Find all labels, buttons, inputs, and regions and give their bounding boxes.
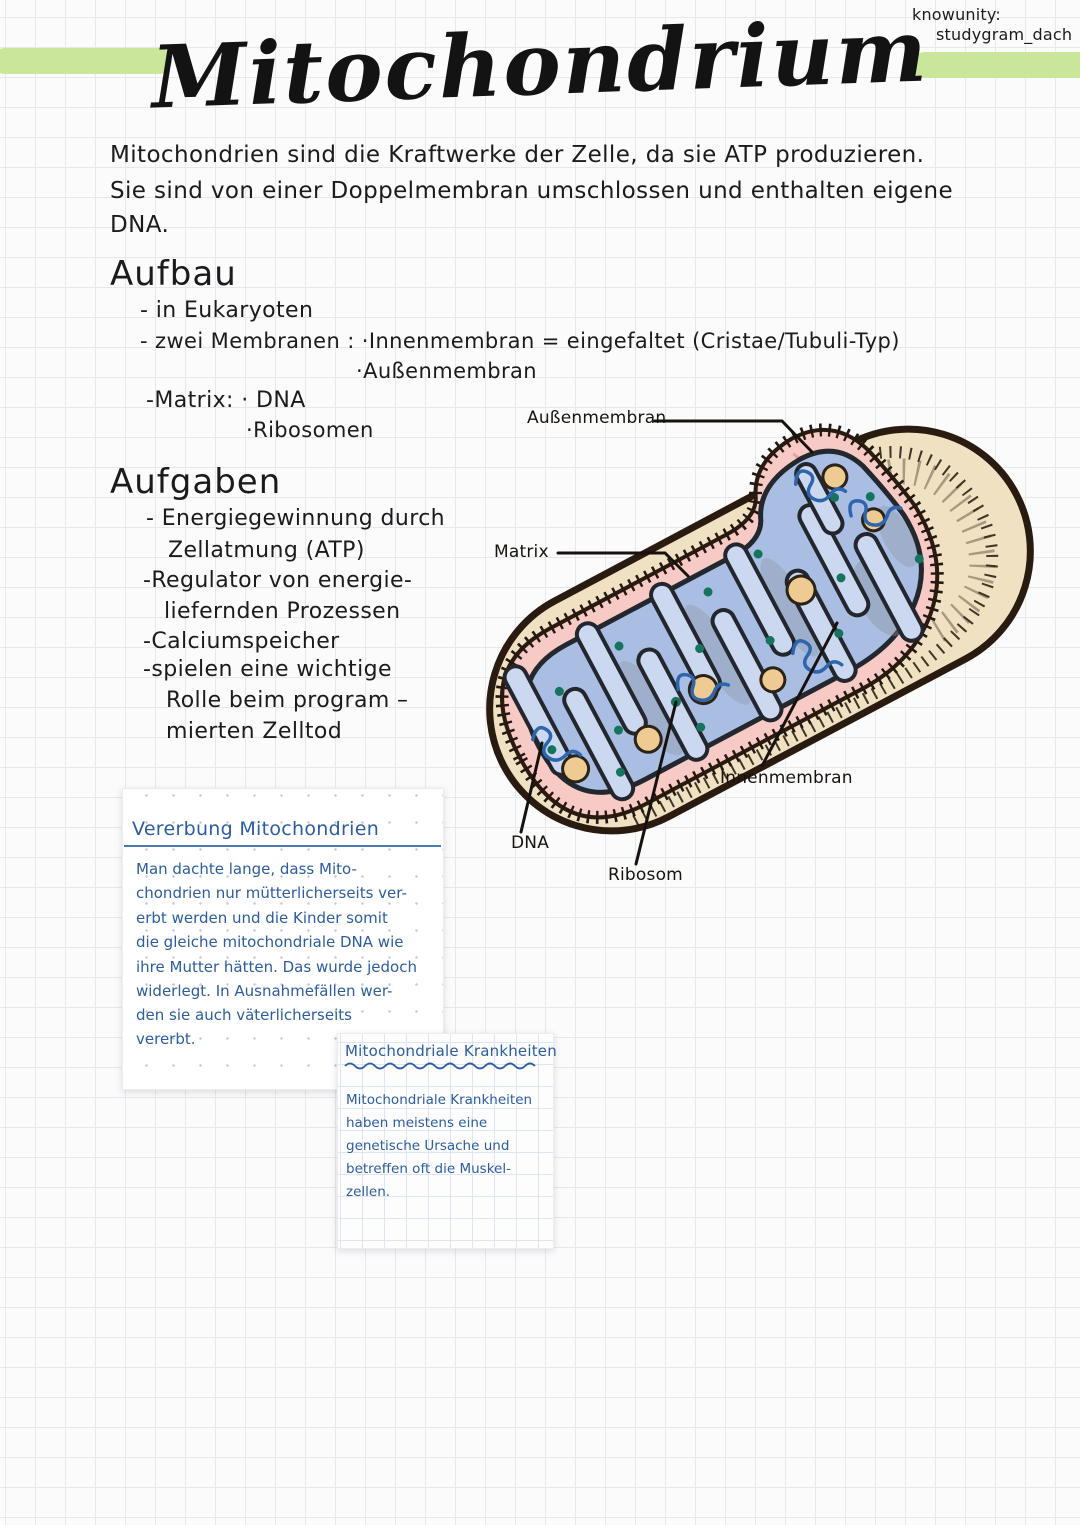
vererbung-title: Vererbung Mitochondrien	[132, 818, 380, 840]
aufbau-item: -Matrix: · DNA	[146, 388, 306, 413]
krankheiten-line: zellen.	[346, 1184, 391, 1200]
intro-line: Sie sind von einer Doppelmembran umschlossen und enthalten eigene	[110, 178, 954, 204]
aufgaben-item: Zellatmung (ATP)	[168, 538, 365, 563]
aufgaben-item: liefernden Prozessen	[164, 599, 401, 624]
vererbung-line: den sie auch väterlicherseits	[136, 1006, 352, 1024]
aufgaben-item: - Energiegewinnung durch	[146, 506, 446, 531]
credit-line-1: knowunity:	[912, 5, 1001, 24]
label-aussenmembran: Außenmembran	[527, 408, 667, 428]
aufgaben-item: -Regulator von energie-	[143, 568, 413, 593]
aufbau-item: ·Ribosomen	[246, 418, 374, 442]
aufbau-item: - in Eukaryoten	[140, 298, 314, 323]
credit	[912, 5, 1072, 45]
title-highlight-bar-left	[0, 48, 172, 74]
vererbung-line: widerlegt. In Ausnahmefällen wer-	[136, 982, 393, 1000]
vererbung-line: chondrien nur mütterlicherseits ver-	[136, 884, 407, 902]
label-matrix: Matrix	[494, 542, 549, 562]
krankheiten-title-wavy-underline	[344, 1061, 542, 1071]
vererbung-line: erbt werden und die Kinder somit	[136, 909, 388, 927]
aufbau-item: - zwei Membranen : ·Innenmembran = eingefaltet (Cristae/Tubuli-Typ)	[140, 329, 900, 353]
vererbung-line: die gleiche mitochondriale DNA wie	[136, 933, 404, 951]
aufgaben-item: -spielen eine wichtige	[143, 657, 392, 682]
krankheiten-line: haben meistens eine	[346, 1115, 488, 1131]
vererbung-title-underline	[124, 845, 441, 847]
mitochondrion-diagram	[440, 380, 1080, 940]
krankheiten-line: Mitochondriale Krankheiten	[346, 1092, 533, 1108]
intro-line: DNA.	[110, 212, 170, 238]
vererbung-line: Man dachte lange, dass Mito-	[136, 860, 357, 878]
krankheiten-line: betreffen oft die Muskel-	[346, 1161, 511, 1177]
aufgaben-item: -Calciumspeicher	[143, 629, 340, 654]
page-title: Mitochondrium	[149, 0, 931, 129]
title-highlight-bar-right	[912, 52, 1080, 78]
label-ribosom: Ribosom	[608, 865, 683, 885]
label-innenmembran: Innenmembran	[720, 768, 853, 788]
vererbung-line: ihre Mutter hätten. Das wurde jedoch	[136, 958, 417, 976]
vererbung-line: vererbt.	[136, 1030, 196, 1048]
credit-line-2: studygram_dach	[936, 25, 1073, 44]
aufgaben-item: mierten Zelltod	[166, 719, 343, 744]
krankheiten-line: genetische Ursache und	[346, 1138, 510, 1154]
aufgaben-item: Rolle beim program –	[166, 688, 409, 713]
label-dna: DNA	[511, 833, 550, 853]
section-heading-aufgaben: Aufgaben	[110, 462, 282, 502]
intro-line: Mitochondrien sind die Kraftwerke der Zelle, da sie ATP produzieren.	[110, 142, 925, 168]
krankheiten-title: Mitochondriale Krankheiten	[345, 1042, 557, 1060]
aufbau-item: ·Außenmembran	[356, 359, 537, 383]
section-heading-aufbau: Aufbau	[110, 254, 237, 294]
